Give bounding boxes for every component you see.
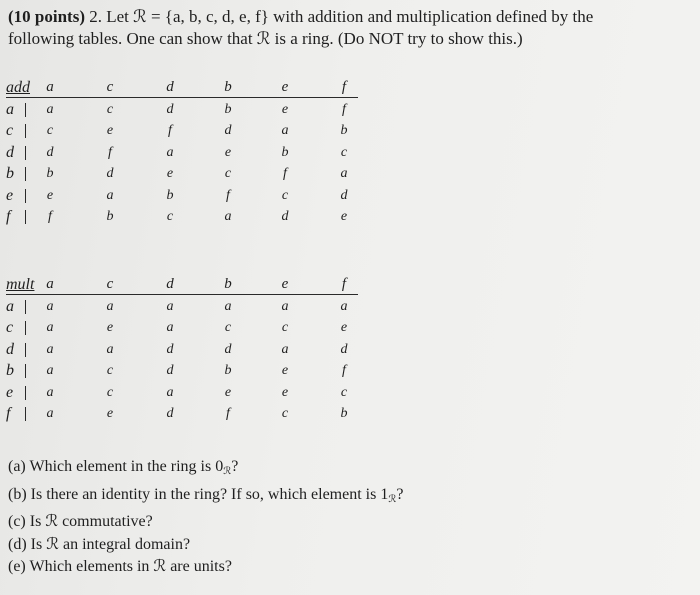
mult-column-header: f	[341, 276, 347, 292]
question-c	[8, 511, 403, 534]
mult-row	[6, 382, 376, 404]
mult-cell: e	[281, 384, 289, 400]
mult-cell: d	[166, 406, 174, 421]
add-row-divider	[25, 167, 26, 181]
mult-column-header: b	[224, 276, 232, 292]
add-row-divider	[25, 124, 26, 138]
mult-row-label: a	[6, 297, 14, 315]
question-tail: ?	[396, 485, 404, 503]
add-row-label: c	[6, 122, 14, 139]
addition-table	[6, 77, 376, 228]
header-line-1-text: 2. Let ℛ = {a, b, c, d, e, f} with addition and multiplication defined by the	[84, 7, 594, 26]
mult-cell: c	[106, 384, 114, 400]
add-cell: e	[281, 101, 289, 117]
mult-cell: c	[224, 320, 232, 335]
add-cell: b	[166, 187, 174, 203]
mult-header-row	[6, 274, 376, 296]
question-text: (d) Is ℛ an integral domain?	[8, 535, 191, 553]
question-e	[8, 556, 403, 579]
mult-cell: e	[106, 320, 114, 335]
add-cell: d	[46, 144, 54, 160]
question-subscript: ℛ	[223, 466, 232, 477]
mult-cell: f	[226, 406, 230, 421]
mult-cell: a	[166, 320, 174, 335]
points-label: (10 points)	[8, 7, 85, 26]
mult-row	[6, 360, 376, 382]
mult-row-divider	[25, 386, 26, 400]
question-subscript: ℛ	[388, 493, 397, 505]
add-cell: e	[46, 187, 54, 203]
add-cell: d	[166, 101, 174, 117]
add-cell: a	[106, 187, 114, 203]
mult-row-divider	[25, 364, 26, 378]
mult-row	[6, 317, 376, 339]
add-cell: c	[281, 187, 289, 203]
mult-cell: b	[340, 406, 348, 421]
mult-column-header: d	[166, 276, 174, 292]
mult-cell: a	[340, 298, 348, 314]
mult-row	[6, 339, 376, 361]
mult-row-label: f	[6, 405, 11, 422]
add-operation-label: add	[6, 79, 30, 96]
add-cell: b	[281, 144, 289, 160]
add-cell: d	[340, 187, 348, 203]
add-column-header: e	[281, 79, 289, 95]
question-tail: ?	[231, 458, 239, 475]
add-cell: b	[224, 101, 232, 117]
add-row	[6, 185, 376, 207]
add-row	[6, 99, 376, 121]
add-cell: e	[224, 144, 232, 160]
mult-cell: a	[46, 406, 54, 421]
mult-row-divider	[25, 407, 26, 421]
mult-cell: a	[46, 320, 54, 335]
add-cell: c	[340, 144, 348, 160]
add-column-header: c	[106, 79, 114, 95]
mult-column-header: a	[46, 276, 54, 292]
add-cell: e	[166, 166, 174, 181]
add-column-header: d	[166, 79, 174, 95]
add-column-header: f	[341, 79, 347, 95]
mult-cell: d	[224, 341, 232, 357]
mult-cell: b	[224, 363, 232, 378]
mult-cell: e	[106, 406, 114, 421]
question-text: (a) Which element in the ring is 0	[8, 458, 224, 475]
add-row-label: a	[6, 100, 14, 118]
question-text: (c) Is ℛ commutative?	[8, 513, 153, 530]
add-row-divider	[25, 189, 26, 203]
multiplication-table	[6, 274, 376, 425]
mult-column-header: e	[281, 276, 289, 292]
mult-cell: e	[281, 363, 289, 378]
question-text: (e) Which elements in ℛ are units?	[8, 558, 232, 575]
mult-cell: a	[106, 298, 114, 314]
add-row-divider	[25, 103, 26, 117]
mult-cell: a	[224, 298, 232, 314]
mult-row-divider	[25, 321, 26, 335]
add-cell: c	[106, 101, 114, 117]
add-cell: a	[224, 209, 232, 224]
add-column-header: a	[46, 79, 54, 95]
add-cell: c	[166, 209, 174, 224]
question-a	[8, 456, 403, 484]
mult-cell: a	[281, 298, 289, 314]
mult-cell: c	[106, 363, 114, 378]
add-cell: b	[46, 166, 54, 181]
mult-row-label: c	[6, 319, 14, 336]
mult-cell: a	[46, 363, 54, 378]
mult-row-label: b	[6, 362, 14, 379]
add-cell: d	[281, 209, 289, 224]
mult-column-header: c	[106, 276, 114, 292]
add-row-divider	[25, 210, 26, 224]
add-cell: d	[224, 123, 232, 138]
add-cell: a	[340, 166, 348, 181]
mult-cell: a	[46, 298, 54, 314]
add-cell: d	[106, 166, 114, 181]
add-row-label: d	[6, 143, 14, 161]
add-row-divider	[25, 146, 26, 160]
mult-cell: a	[166, 384, 174, 400]
add-cell: f	[283, 166, 287, 181]
mult-cell: c	[340, 384, 348, 400]
add-row-label: f	[6, 208, 11, 225]
question-list	[8, 456, 403, 579]
add-cell: f	[342, 101, 346, 117]
add-cell: f	[48, 209, 52, 224]
mult-operation-label: mult	[6, 276, 35, 293]
add-cell: a	[166, 144, 174, 160]
question-text: (b) Is there an identity in the ring? If so, which element is 1	[8, 485, 389, 503]
header-line-2: following tables. One can show that ℛ is a ring. (Do NOT try to show this.)	[8, 29, 523, 48]
mult-cell: c	[281, 406, 289, 421]
add-header-rule	[6, 97, 358, 98]
mult-row	[6, 296, 376, 318]
mult-cell: a	[46, 341, 54, 357]
mult-row	[6, 403, 376, 425]
add-row-label: e	[6, 186, 14, 204]
question-b	[8, 484, 403, 512]
mult-cell: c	[281, 320, 289, 335]
add-cell: c	[46, 123, 54, 138]
add-cell: f	[168, 123, 172, 138]
add-header-row	[6, 77, 376, 99]
mult-header-rule	[6, 294, 358, 295]
mult-row-label: d	[6, 340, 14, 358]
add-row-label: b	[6, 165, 14, 182]
add-column-header: b	[224, 79, 232, 95]
mult-row-divider	[25, 343, 26, 357]
mult-cell: f	[342, 363, 346, 378]
mult-row-divider	[25, 300, 26, 314]
mult-row-label: e	[6, 383, 14, 401]
add-row	[6, 120, 376, 142]
add-cell: c	[224, 166, 232, 181]
add-cell: a	[46, 101, 54, 117]
add-row	[6, 206, 376, 228]
mult-cell: a	[281, 341, 289, 357]
mult-cell: a	[46, 384, 54, 400]
mult-cell: d	[340, 341, 348, 357]
add-row	[6, 142, 376, 164]
add-cell: e	[340, 209, 348, 224]
add-cell: f	[108, 144, 112, 160]
add-cell: a	[281, 123, 289, 138]
header-line-1	[8, 6, 692, 28]
mult-cell: a	[166, 298, 174, 314]
mult-cell: e	[340, 320, 348, 335]
add-cell: b	[340, 123, 348, 138]
add-row	[6, 163, 376, 185]
problem-header	[8, 6, 692, 50]
add-cell: e	[106, 123, 114, 138]
add-cell: b	[106, 209, 114, 224]
mult-cell: e	[224, 384, 232, 400]
mult-cell: d	[166, 341, 174, 357]
question-d	[8, 534, 403, 557]
mult-cell: a	[106, 341, 114, 357]
add-cell: f	[226, 187, 230, 203]
mult-cell: d	[166, 363, 174, 378]
